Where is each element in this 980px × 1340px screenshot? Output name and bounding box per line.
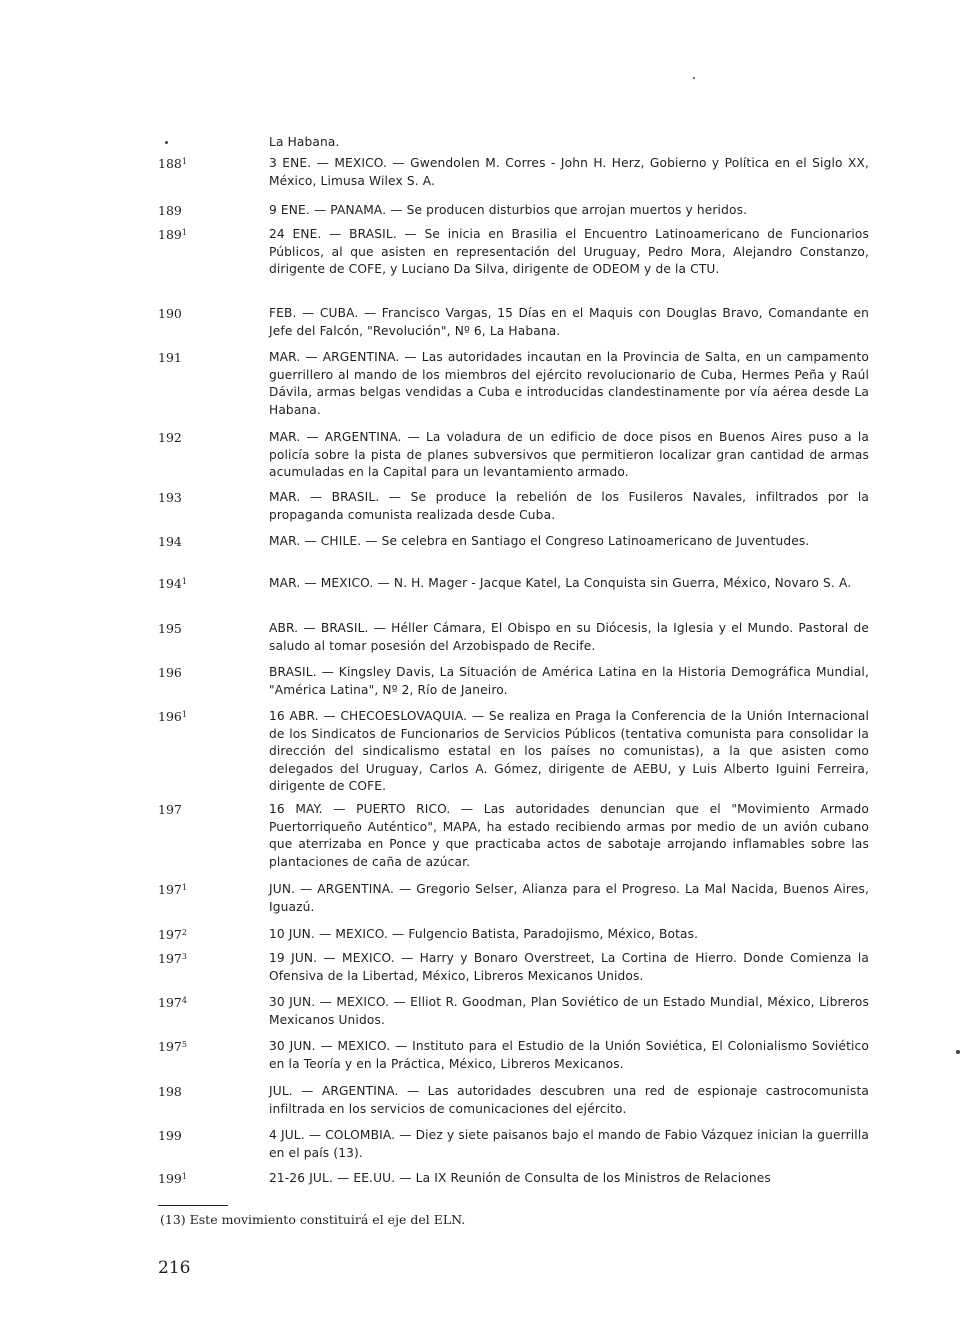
entry-text: 16 MAY. — PUERTO RICO. — Las autoridades denuncian que el "Movimiento Armado Puertorriqueño Auténtico", MAPA, ha estado recibiendo armas por medio de un avión cubano que aterrizaba en Ponce y que practicaba actos de sabotaje arrojando inflamables sobre las plantaciones de caña de azúcar. xyxy=(269,802,869,869)
entry-number: 196 xyxy=(158,665,182,680)
entry-text: MAR. — CHILE. — Se celebra en Santiago el Congreso Latinoamericano de Juventudes. xyxy=(269,534,810,548)
entry-text: JUN. — ARGENTINA. — Gregorio Selser, Alianza para el Progreso. La Mal Nacida, Buenos Aires, Iguazú. xyxy=(269,882,869,914)
entry-text: MAR. — ARGENTINA. — Las autoridades incautan en la Provincia de Salta, en un campamento guerrillero al mando de los miembros del ejército revolucionario de Cuba, Hermes Peña y Raúl Dávila, armas belgas vendidas a Cuba e introducidas clandestinamente por vía aérea desde La Habana. xyxy=(269,350,869,417)
entry-number: $197^5$ xyxy=(158,1039,187,1054)
entry-text: 19 JUN. — MEXICO. — Harry y Bonaro Overstreet, La Cortina de Hierro. Donde Comienza la Ofensiva de la Libertad, México, Libreros Mexicanos Unidos. xyxy=(269,951,869,983)
speck-mark xyxy=(693,77,695,79)
entry-text: 16 ABR. — CHECOESLOVAQUIA. — Se realiza en Praga la Conferencia de la Unión Internacional de los Sindicatos de Funcionarios de Servicios Públicos (tentativa comunista para consolidar la dirección del sindicalismo estatal en los países no comunistas), a la que asisten como delegados del Uruguay, Carlos A. Gómez, dirigente de AEBU, y Luis Alberto Iguini Ferreira, dirigente de COFE. xyxy=(269,709,869,794)
entry-number: $197^2$ xyxy=(158,927,187,942)
entry-text: 10 JUN. — MEXICO. — Fulgencio Batista, Paradojismo, México, Botas. xyxy=(269,927,699,941)
entry-text: ABR. — BRASIL. — Héller Cámara, El Obispo en su Diócesis, la Iglesia y el Mundo. Pastoral de saludo al tomar posesión del Arzobispado de Recife. xyxy=(269,621,869,653)
entry-number: $197^3$ xyxy=(158,951,187,966)
footnote-rule xyxy=(158,1205,228,1206)
entry-text: MAR. — BRASIL. — Se produce la rebelión de los Fusileros Navales, infiltrados por la propaganda comunista realizada desde Cuba. xyxy=(269,490,869,522)
speck-mark xyxy=(956,1050,960,1054)
entry-number: 191 xyxy=(158,350,182,365)
entry-number: $196^1$ xyxy=(158,709,187,724)
footnote: (13) Este movimiento constituirá el eje del ELN. xyxy=(160,1212,466,1227)
page-number: 216 xyxy=(158,1258,191,1278)
entry-number: 192 xyxy=(158,430,182,445)
entry-text: 24 ENE. — BRASIL. — Se inicia en Brasilia el Encuentro Latinoamericano de Funcionarios Públicos, al que asisten en representación del Uruguay, Pedro Mora, Alejandro Constanzo, dirigente de COFE, y Luciano Da Silva, dirigente de ODEOM y de la CTU. xyxy=(269,227,869,277)
entry-number: 199 xyxy=(158,1128,182,1143)
entry-text: MAR. — MEXICO. — N. H. Mager - Jacque Katel, La Conquista sin Guerra, México, Novaro S. A. xyxy=(269,576,852,590)
entry-text: La Habana. xyxy=(269,135,340,149)
entry-text: MAR. — ARGENTINA. — La voladura de un edificio de doce pisos en Buenos Aires puso a la policía sobre la pista de planes subversivos que permitieron localizar gran cantidad de armas acumuladas en la Capital para un levantamiento armado. xyxy=(269,430,869,480)
entry-number: 195 xyxy=(158,621,182,636)
entry-number: 193 xyxy=(158,490,182,505)
entry-number: 194 xyxy=(158,534,182,549)
entry-number: 197 xyxy=(158,802,182,817)
entry-text: 30 JUN. — MEXICO. — Elliot R. Goodman, Plan Soviético de un Estado Mundial, México, Libreros Mexicanos Unidos. xyxy=(269,995,869,1027)
entry-number: $199^1$ xyxy=(158,1171,187,1186)
entry-text: JUL. — ARGENTINA. — Las autoridades descubren una red de espionaje castrocomunista infiltrada en los servicios de comunicaciones del ejército. xyxy=(269,1084,869,1116)
speck-mark xyxy=(165,141,168,144)
entry-text: 9 ENE. — PANAMA. — Se producen disturbios que arrojan muertos y heridos. xyxy=(269,203,748,217)
entry-number: 190 xyxy=(158,306,182,321)
entry-number: $197^1$ xyxy=(158,882,187,897)
entry-text: FEB. — CUBA. — Francisco Vargas, 15 Días en el Maquis con Douglas Bravo, Comandante en Jefe del Falcón, "Revolución", Nº 6, La Habana. xyxy=(269,306,869,338)
entry-text: 4 JUL. — COLOMBIA. — Diez y siete paisanos bajo el mando de Fabio Vázquez inician la guerrilla en el país (13). xyxy=(269,1128,869,1160)
entry-number: $194^1$ xyxy=(158,576,187,591)
entry-text: 21-26 JUL. — EE.UU. — La IX Reunión de Consulta de los Ministros de Relaciones xyxy=(269,1171,771,1185)
entry-number: 189 xyxy=(158,203,182,218)
entry-number: $197^4$ xyxy=(158,995,187,1010)
entry-text: 30 JUN. — MEXICO. — Instituto para el Estudio de la Unión Soviética, El Colonialismo Soviético en la Teoría y en la Práctica, México, Libreros Mexicanos. xyxy=(269,1039,869,1071)
entry-number: $188^1$ xyxy=(158,156,187,171)
entry-number: 198 xyxy=(158,1084,182,1099)
entry-text: 3 ENE. — MEXICO. — Gwendolen M. Corres - John H. Herz, Gobierno y Política en el Siglo XX, México, Limusa Wilex S. A. xyxy=(269,156,869,188)
entry-number: $189^1$ xyxy=(158,227,187,242)
entry-text: BRASIL. — Kingsley Davis, La Situación de América Latina en la Historia Demográfica Mundial, "América Latina", Nº 2, Río de Janeiro. xyxy=(269,665,869,697)
